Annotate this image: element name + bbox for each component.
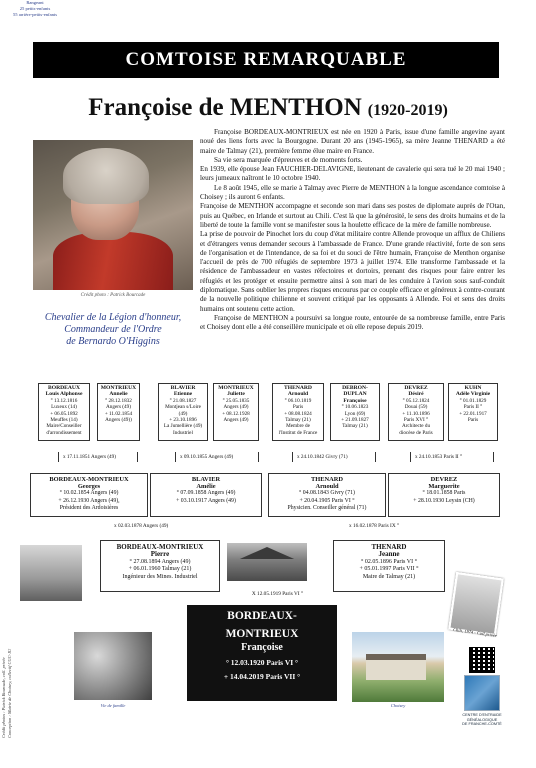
ancestor-detail: Paris XVI °	[403, 417, 429, 424]
ancestor-card	[213, 383, 259, 441]
choisey-photo	[352, 632, 444, 702]
family-life-photo	[74, 632, 152, 700]
parent-detail: ° 27.08.1894 Angers (49)	[129, 558, 191, 565]
grandparent-surname: BLAVIER	[191, 476, 221, 483]
portrait-scarf	[53, 232, 173, 290]
ancestor-detail: Paris	[292, 404, 304, 411]
parent-firstname: Jeanne	[378, 550, 400, 559]
ancestor-firstname: Désiré	[408, 391, 424, 398]
subject-firstname: Françoise	[241, 642, 283, 653]
ancestor-detail: La Jumellière (49)	[163, 423, 203, 430]
parent-detail: ° 02.05.1896 Paris VI °	[360, 558, 418, 565]
descendants-line: 25 petits-enfants	[19, 6, 51, 11]
marriage-date: x 24.10.1853 Paris II °	[410, 452, 494, 462]
ancestor-surname: MONTRIEUX	[100, 385, 137, 391]
parent-detail: + 05.01.1997 Paris VII °	[359, 566, 419, 573]
portrait-photo	[33, 140, 193, 290]
ancestor-card	[448, 383, 498, 441]
grandparent-detail: ° 04.08.1843 Givry (71)	[299, 490, 355, 497]
ancestor-surname: DEBRON-DUPLAN	[342, 385, 368, 398]
marriage-date: x 17.11.1851 Angers (49)	[58, 452, 138, 462]
parent-surname: THENARD	[371, 543, 407, 551]
qr-code[interactable]	[469, 647, 495, 673]
grandparent-card	[30, 473, 148, 517]
ancestor-firstname: Françoise	[343, 397, 367, 404]
ancestor-detail: ° 13.12.1816	[50, 397, 78, 404]
bio-paragraph: Françoise de MENTHON a poursuivi sa longue route, entourée de sa nombreuse famille, entre Paris et Choisey dont elle a été conseillère municipale et où elle repose depuis 2019.	[200, 313, 505, 332]
bio-paragraph: Françoise BORDEAUX-MONTRIEUX est née en 1920 à Paris, issue d'une famille angevine ayant noué des liens forts avec la Bourgogne. Durant 20 ans (1945-1965), sa mère Jeanne THENARD a été maire de Talmay (21), première femme élue maire en France.	[200, 128, 505, 155]
ancestor-card	[388, 383, 444, 441]
family-photo	[20, 545, 82, 601]
honor-line: Chevalier de la Légion d'honneur,	[44, 312, 182, 323]
grandparent-detail: + 28.10.1930 Leysin (CH)	[413, 497, 475, 504]
ancestor-detail: Talmay (21)	[342, 423, 368, 430]
ancestor-detail: Angers (49))	[105, 417, 132, 424]
bio-paragraph: Françoise de MENTHON accompagne et seconde son mari dans ses postes de diplomate auprès de l'Otan, puis au Québec, en Irlande et surtout au Chili. C'est là que la générosité, le sens des droits humains et de la liberté de toute la famille vont se manifester sous la houlette efficace de la mère de famille nombreuse.	[200, 202, 505, 229]
ancestor-detail: + 23.10.1896	[169, 417, 197, 424]
logo-line: CENTRE D'ENTRAIDE	[462, 713, 502, 717]
subject-name1: BORDEAUX-	[227, 610, 297, 622]
side-credit-line: Crédit photos : Patrick Bourcade, coll. privée	[1, 657, 6, 738]
marriage-date: x 02.03.1878 Angers (49)	[114, 523, 169, 529]
title-name: Françoise de MENTHON	[88, 94, 362, 121]
honor-line: Commandeur de l'Ordre	[64, 324, 162, 335]
ancestor-surname: DEVREZ	[404, 385, 428, 391]
parent-detail: Ingénieur des Mines. Industriel	[122, 573, 198, 580]
ancestor-detail: Angers (49)	[223, 404, 249, 411]
subject-name2: MONTRIEUX	[225, 628, 299, 640]
choisey-caption: Choisey	[390, 703, 406, 708]
ancestor-surname: BLAVIER	[170, 385, 196, 391]
parent-card	[100, 540, 220, 592]
ancestor-detail: ° 05.12.1824	[402, 397, 430, 404]
ancestor-detail: + 06.05.1892	[50, 410, 78, 417]
ancestor-firstname: Annelie	[109, 391, 128, 398]
ancestor-detail: Luxeux (14)	[51, 404, 77, 411]
ancestor-detail: + 21.09.1827	[341, 417, 369, 424]
parent-card	[333, 540, 445, 592]
ancestor-detail: ° 25.05.1835	[222, 397, 250, 404]
ancestor-firstname: Etienne	[173, 391, 193, 398]
grandparent-detail: ° 10.02.1854 Angers (49)	[59, 490, 119, 497]
parent-firstname: Pierre	[150, 550, 170, 559]
grandparent-detail: + 20.04.1905 Paris VI °	[299, 497, 355, 504]
cegfc-logo	[464, 675, 500, 711]
biography	[200, 128, 505, 333]
logo-line: GÉNÉALOGIQUE	[466, 717, 498, 722]
ancestor-surname: THENARD	[284, 385, 312, 391]
ancestor-detail: Paris	[467, 417, 479, 424]
page-title	[0, 94, 536, 122]
grandparent-detail: Physicien. Conseiller général (71)	[287, 504, 367, 511]
ancestor-detail: Industriel	[173, 429, 193, 436]
descendants-line: Rangeant	[26, 0, 44, 5]
ancestor-detail: Talmay (21)	[285, 417, 311, 424]
side-credit-line: Conception : Mairie de Choisey, collectif CGC-JU	[6, 648, 12, 738]
parent-detail: + 06.01.1960 Talmay (21)	[128, 566, 192, 573]
honors	[30, 312, 196, 348]
ancestor-detail: diocèse de Paris	[399, 429, 433, 436]
marriage-date: x 24.10.1842 Givry (71)	[292, 452, 376, 462]
ancestor-detail: + 11.10.1896	[402, 410, 430, 417]
ancestor-surname: BORDEAUX	[47, 385, 80, 391]
grandparent-surname: THENARD	[311, 476, 343, 483]
portrait-hair	[63, 148, 149, 204]
choisey-building	[366, 654, 426, 680]
logo-line: DE FRANCHE-COMTÉ	[462, 722, 502, 727]
subject-born: ° 12.03.1920 Paris VI °	[225, 658, 299, 667]
grandparent-detail: + 26.12.1930 Angers (49),	[58, 497, 120, 504]
grandparent-firstname: Georges	[77, 483, 101, 491]
logo-text	[458, 713, 506, 727]
grandparent-detail: Président des Ardoisières	[59, 504, 119, 511]
ancestor-detail: Montjean s/Loire	[165, 404, 201, 411]
ancestor-card	[38, 383, 90, 441]
ancestor-firstname: Adèle Virginie	[455, 391, 491, 398]
ancestor-detail: Paris II °	[463, 404, 483, 411]
grandparent-surname: BORDEAUX-MONTRIEUX	[49, 476, 129, 483]
parent-surname: BORDEAUX-MONTRIEUX	[116, 543, 204, 551]
ancestor-detail: d'arrondissement	[46, 429, 82, 436]
grandparent-card	[388, 473, 500, 517]
grandparent-firstname: Amélie	[196, 483, 216, 491]
title-years: (1920-2019)	[367, 102, 448, 119]
ancestor-detail: ° 06.10.1819	[284, 397, 312, 404]
ancestor-detail: (49)	[178, 410, 188, 417]
subject-card	[187, 605, 337, 701]
bio-paragraph: Sa vie sera marquée d'épreuves et de moments forts.	[214, 155, 363, 164]
ancestor-detail: Maire/Conseiller	[46, 423, 82, 430]
ancestor-detail: Membre de	[286, 423, 310, 430]
grandparent-card	[268, 473, 386, 517]
house-photo	[227, 543, 307, 581]
ancestor-detail: ° 01.01.1829	[459, 397, 487, 404]
grandparent-firstname: Marguerite	[428, 483, 460, 491]
ancestor-detail: + 08.12.1928	[222, 410, 250, 417]
ancestor-detail: Douai (59)	[404, 404, 428, 411]
grandparent-detail: ° 18.01.1858 Paris	[422, 490, 466, 497]
ancestor-firstname: Arnould	[287, 391, 309, 398]
ancestor-detail: + 22.01.1917	[459, 410, 487, 417]
grandparent-card	[150, 473, 262, 517]
ancestor-detail: l'Institut de France	[278, 429, 318, 436]
ancestor-surname: MONTRIEUX	[218, 385, 254, 391]
ancestor-card	[97, 383, 140, 441]
ancestor-detail: Lyon (69)	[344, 410, 366, 417]
ancestor-surname: KUHN	[464, 385, 482, 391]
ancestor-card	[330, 383, 380, 441]
ancestor-detail: ° 10.06.1823	[341, 404, 369, 411]
marriage-date: X 12.05.1919 Paris VI °	[251, 591, 304, 597]
bio-paragraph: Le 8 août 1945, elle se marie à Talmay avec Pierre de MENTHON à la longue ascendance comtoise à Choisey ; ils auront 6 enfants.	[200, 183, 505, 202]
descendants-line: 55 arrière-petits-enfants	[12, 12, 57, 17]
portrait-credit: Crédit photo : Patrick Bourcade	[80, 293, 146, 298]
ancestor-detail: Meuffes (14)	[50, 417, 78, 424]
subject-died: + 14.04.2019 Paris VII °	[223, 672, 301, 681]
ancestor-detail: ° 28.12.1832	[105, 397, 132, 404]
banner: COMTOISE REMARQUABLE	[33, 42, 499, 78]
ancestor-detail: + 08.08.1824	[284, 410, 312, 417]
ancestor-card	[158, 383, 208, 441]
marriage-date: x 16.02.1878 Paris IX °	[349, 523, 400, 529]
grandparent-detail: + 03.10.1917 Angers (49)	[176, 497, 236, 504]
bio-paragraph: La prise de pouvoir de Pinochet lors du coup d'état militaire contre Allende provoque un afflux de Chiliens et d'étrangers venus demander secours à l'ambassade de France. D'une grande réactivité, forte de son sens de l'organisation et de l'intendance, de sa foi et du souci de l'être humain, Françoise de Menthon organise l'accueil de près de 700 réfugiés de septembre 1973 à juillet 1974. Elle transforme l'ambassade et la résidence de l'ambassadeur en vastes réfectoires et dortoirs, prenant des risques pour faire entrer les réfugiés et les protéger et ensuite permettre ainsi à son mari de les conduire à l'avion sous sauf-conduit diplomatique. Sans oublier les propres risques encourus par ce couple efficace et généreux à contre-courant de la nouvelle politique chilienne et souvent critiqué par les opposants à Allende. Foi et sens des droits humains ont soutenu cette action.	[200, 230, 505, 313]
family-caption: Vie de famille	[100, 703, 126, 708]
grandparent-firstname: Arnould	[315, 483, 339, 491]
ancestor-detail: Angers (49)	[223, 417, 249, 424]
grandparent-detail: ° 07.09.1858 Angers (49)	[176, 490, 236, 497]
ancestor-detail: + 11.02.1854	[104, 410, 133, 417]
ancestor-detail: ° 21.08.1827	[169, 397, 197, 404]
side-credit	[1, 588, 12, 738]
chile-caption: Chili, 1974 - Coll.privée	[452, 626, 498, 639]
ancestor-card	[272, 383, 324, 441]
marriage-date: x 09.10.1855 Angers (49)	[175, 452, 259, 462]
parent-detail: Maire de Talmay (21)	[362, 573, 416, 580]
ancestor-firstname: Louis Alphonse	[45, 391, 83, 398]
grandparent-surname: DEVREZ	[430, 476, 458, 483]
honor-line: de Bernardo O'Higgins	[66, 336, 160, 347]
ancestor-detail: Architecte du	[401, 423, 431, 430]
descendants-note	[0, 0, 70, 18]
ancestor-firstname: Juliette	[227, 391, 245, 398]
house-roof	[233, 547, 301, 559]
ancestor-detail: Angers (49)	[106, 404, 131, 411]
bio-paragraph: En 1939, elle épouse Jean FAUCHIER-DELAVIGNE, lieutenant de cavalerie qui sera tué le 20 mai 1940 ; leurs jumeaux naîtront le 10 octobre 1940.	[200, 165, 505, 183]
